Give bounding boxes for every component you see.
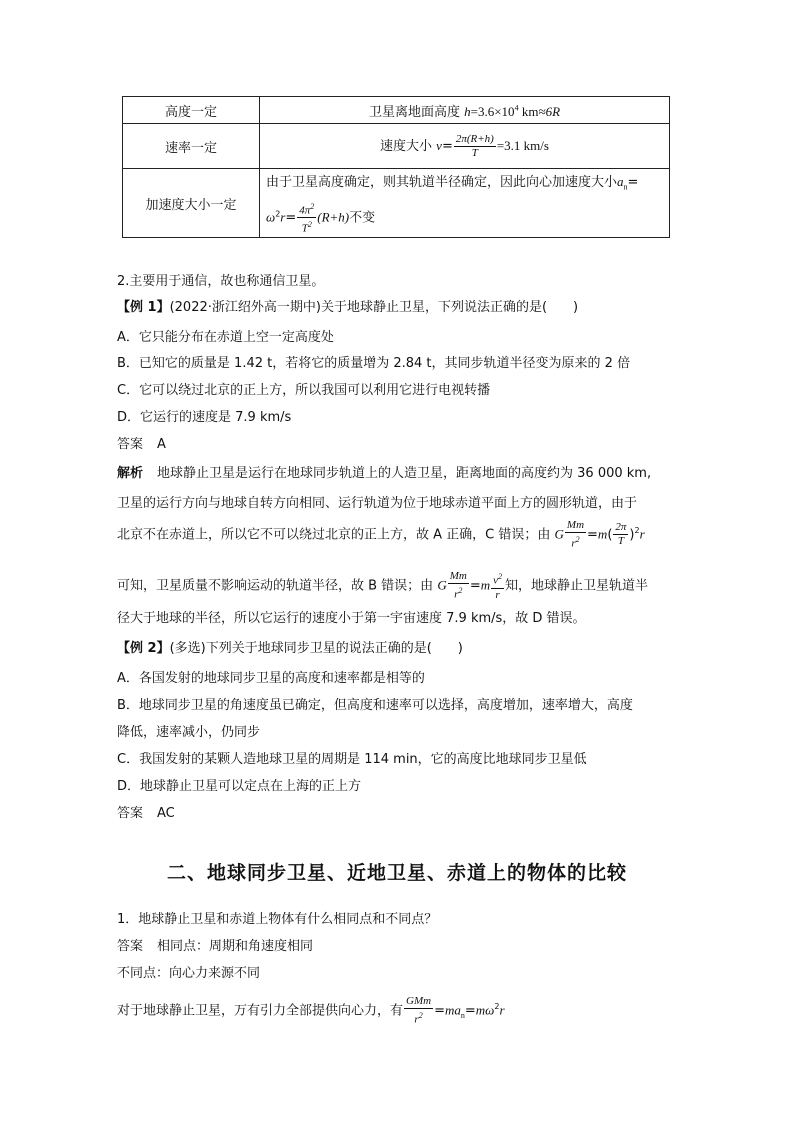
example-1-stem <box>117 296 682 315</box>
table-key-height: 高度一定 <box>123 97 260 124</box>
answer-value: A <box>157 437 166 452</box>
velocity-fraction: $\frac{v^2}{r}$ <box>493 572 503 601</box>
example-1-option-b: B．已知它的质量是 1.42 t，若将它的质量增为 2.84 t，其同步轨道半径变为原来的 2 倍 <box>117 356 631 371</box>
gmm-fraction: $\frac{\text{GMm}}{r^2}$ <box>406 995 432 1026</box>
answer-label: 答案 <box>117 806 144 821</box>
example-1-analysis-line-4: 可知，卫星质量不影响运动的轨道半径，故 B 错误；由 G $\frac{Mm}{r^2}$ =m $\frac{v^2}{r}$ 知，地球静止卫星轨道半 <box>117 570 649 601</box>
last-line: 对于地球静止卫星，万有引力全部提供向心力，有 $\frac{\text{GMm}}{r^2}$ $=ma_n=m\omega^2r$ <box>117 995 505 1026</box>
table-row <box>123 169 670 238</box>
answer-value: AC <box>157 806 175 821</box>
section-title: 二、地球同步卫星、近地卫星、赤道上的物体的比较 <box>166 862 627 884</box>
example-2-answer <box>117 802 682 821</box>
example-2-stem <box>117 637 682 656</box>
gravity-fraction: $\frac{Mm}{r^2}$ <box>566 519 585 550</box>
last-line-text: 对于地球静止卫星，万有引力全部提供向心力，有 <box>117 1003 404 1019</box>
table-key-speed: 速率一定 <box>123 124 260 169</box>
table-key-acceleration: 加速度大小一定 <box>123 169 260 238</box>
analysis-text: 地球静止卫星是运行在地球同步轨道上的人造卫星，距离地面的高度约为 36 000 km, <box>157 466 652 481</box>
acceleration-text: 由于卫星高度确定，则其轨道半径确定，因此向心加速度大小 <box>266 175 618 191</box>
speed-fraction: $\frac{2\pi(R+h)}{T}$ <box>455 132 494 159</box>
analysis-label: 解析 <box>117 466 144 481</box>
example-1-analysis-line-1 <box>117 462 682 481</box>
example-2-option-b-line-1: B．地球同步卫星的角速度虽已确定，但高度和速率可以选择，高度增加，速率增大，高度 <box>117 698 633 713</box>
question-1: 1．地球静止卫星和赤道上物体有什么相同点和不同点？ <box>117 912 438 927</box>
example-1-analysis-line-2: 卫星的运行方向与地球自转方向相同、运行轨道为位于地球赤道平面上方的圆形轨道，由于 <box>117 496 638 511</box>
speed-text: 速度大小 <box>380 138 433 154</box>
analysis-text: 知，地球静止卫星轨道半 <box>505 578 649 594</box>
example-1-option-a: A．它只能分布在赤道上空一定高度处 <box>117 330 334 345</box>
answer-label: 答案 <box>117 437 144 452</box>
table-value-height: 卫星离地面高度 $h=3.6\times 10^4$ km≈6R <box>260 97 670 124</box>
difference-line: 不同点：向心力来源不同 <box>117 966 261 981</box>
gravity-fraction-2: $\frac{Mm}{r^2}$ <box>449 570 467 601</box>
speed-value: =3.1 km/s <box>496 137 549 153</box>
example-2-tag: 【例 2】 <box>117 641 170 656</box>
example-1-option-c: C．它可以绕过北京的正上方，所以我国可以利用它进行电视转播 <box>117 383 491 398</box>
example-1-question: (2022·浙江绍外高一期中)关于地球静止卫星，下列说法正确的是( ) <box>169 300 579 315</box>
table-value-acceleration: 由于卫星高度确定，则其轨道半径确定，因此向心加速度大小$a_n=$ $\omega^2r=$ $\frac{4\pi^2}{T^2}$ (R+h)不变 <box>260 169 670 238</box>
example-2-option-a: A．各国发射的地球同步卫星的高度和速率都是相等的 <box>117 671 425 686</box>
paragraph-communication: 2.主要用于通信，故也称通信卫星。 <box>117 274 325 289</box>
example-1-answer <box>117 433 682 452</box>
table-value-speed: 速度大小 v= $\frac{2\pi(R+h)}{T}$ =3.1 km/s <box>260 124 670 169</box>
properties-table <box>122 96 670 238</box>
analysis-text: 可知，卫星质量不影响运动的轨道半径，故 B 错误；由 <box>117 578 434 594</box>
example-1-tag: 【例 1】 <box>117 300 170 315</box>
answer-value: 相同点：周期和角速度相同 <box>157 939 314 954</box>
question-1-answer <box>117 935 682 954</box>
example-1-analysis-line-3: 北京不在赤道上，所以它不可以绕过北京的正上方，故 A 正确，C 错误；由 G $\frac{Mm}{r^2}$ =m( $\frac{2\pi}{T}$ )$^2$r <box>117 519 645 550</box>
table-row <box>123 124 670 169</box>
example-2-option-d: D．地球静止卫星可以定点在上海的正上方 <box>117 779 362 794</box>
analysis-text: 北京不在赤道上，所以它不可以绕过北京的正上方，故 A 正确，C 错误；由 <box>117 527 551 543</box>
example-2-option-b-line-2: 降低，速率减小，仍同步 <box>117 725 261 740</box>
example-2-question: (多选)下列关于地球同步卫星的说法正确的是( ) <box>169 641 463 656</box>
answer-label: 答案 <box>117 939 144 954</box>
height-approx: ≈6R <box>538 103 561 119</box>
table-row <box>123 97 670 124</box>
height-text: 卫星离地面高度 <box>368 104 460 120</box>
example-1-option-d: D．它运行的速度是 7.9 km/s <box>117 410 292 425</box>
acceleration-tail: 不变 <box>349 210 376 226</box>
omega-fraction: $\frac{2\pi}{T}$ <box>615 521 627 548</box>
height-formula: h <box>464 103 471 119</box>
example-1-analysis-line-5: 径大于地球的半径，所以它运行的速度小于第一宇宙速度 7.9 km/s，故 D 错误。 <box>117 611 586 626</box>
acceleration-fraction: $\frac{4\pi^2}{T^2}$ <box>299 201 315 235</box>
example-2-option-c: C．我国发射的某颗人造地球卫星的周期是 114 min，它的高度比地球同步卫星低 <box>117 752 587 767</box>
